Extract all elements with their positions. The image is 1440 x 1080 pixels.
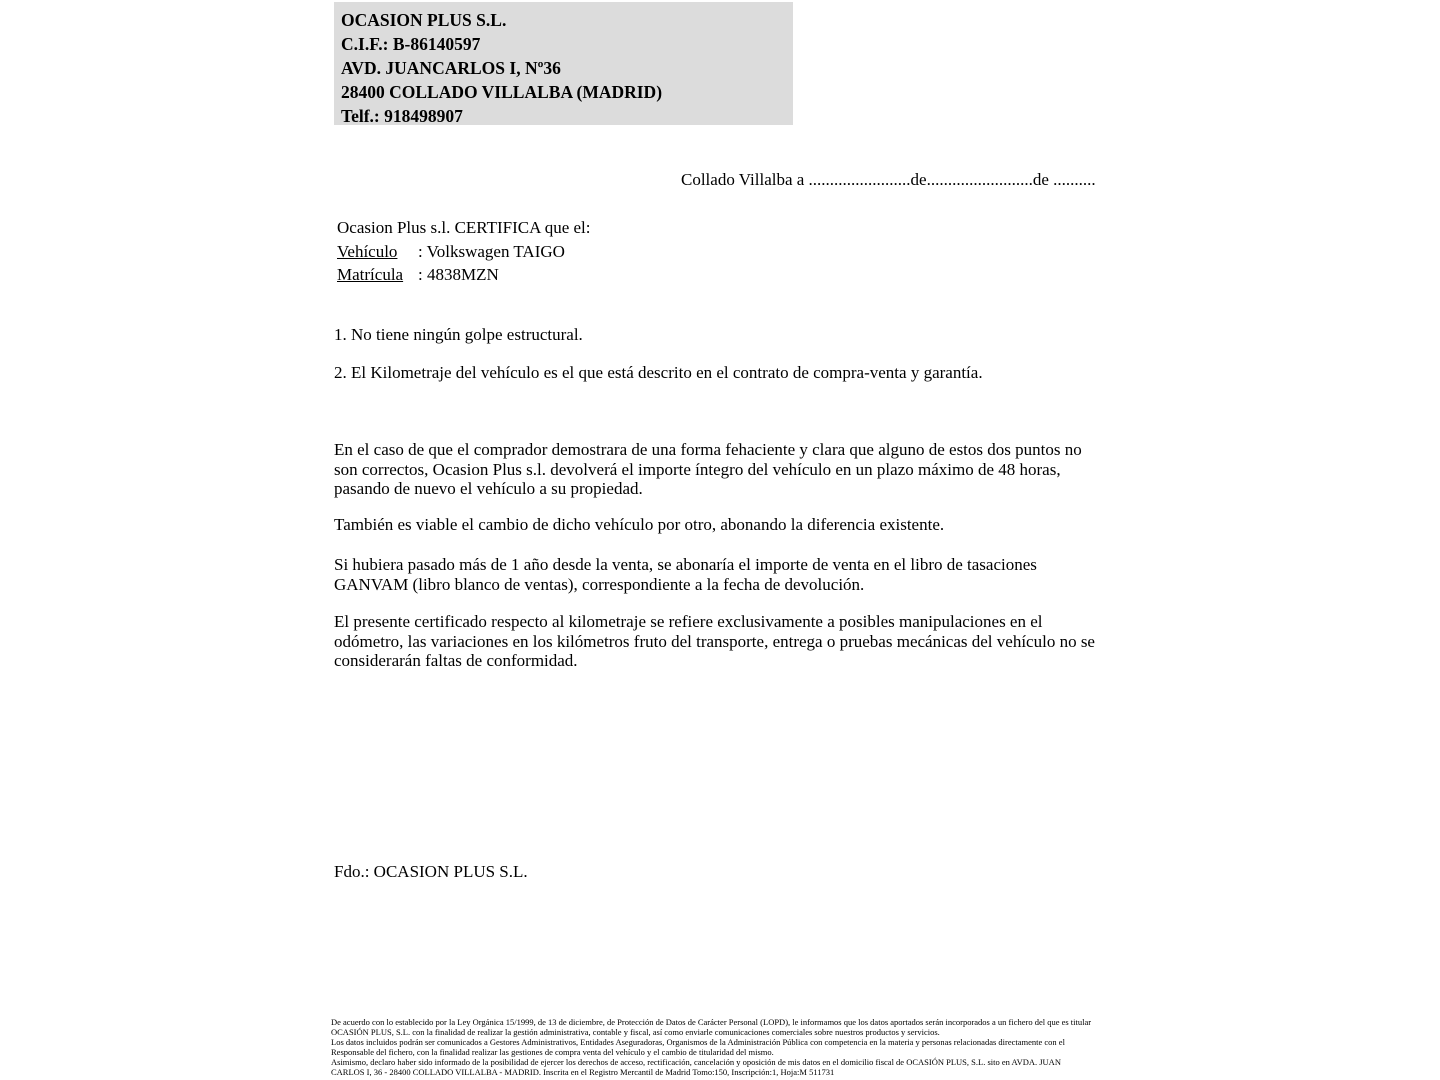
- plate-row: [337, 263, 591, 287]
- company-phone: Telf.: 918498907: [341, 106, 463, 126]
- legal-line: OCASIÓN PLUS, S.L. con la finalidad de realizar la gestión administrativa, contable y fiscal, así como enviarle comunicaciones comerciales sobre nuestros productos y servicios.: [331, 1026, 940, 1037]
- paragraph-odometer-disclaimer: El presente certificado respecto al kilometraje se refiere exclusivamente a posibles manipulaciones en el odómetro, las variaciones en los kilómetros fruto del transporte, entrega o pruebas mecánicas del vehículo no se considerarán faltas de conformidad.: [334, 612, 1095, 671]
- legal-line: Los datos incluidos podrán ser comunicados a Gestores Administrativos, Entidades Aseguradoras, Organismos de la Administración Pública con competencia en la materia y personas relacionadas directamente con el: [331, 1036, 1065, 1047]
- signature-line: Fdo.: OCASION PLUS S.L.: [334, 862, 528, 881]
- plate-label-cell: [337, 263, 418, 287]
- legal-line: Responsable del fichero, con la finalidad realizar las gestiones de compra venta del vehículo y el cambio de titularidad del mismo.: [331, 1046, 774, 1057]
- plate-label: Matrícula: [337, 265, 404, 284]
- company-name: OCASION PLUS S.L.: [341, 10, 507, 30]
- vehicle-label: Vehículo: [337, 241, 398, 261]
- plate-value: : 4838MZN: [418, 265, 499, 284]
- legal-line: Asimismo, declaro haber sido informado de la posibilidad de ejercer los derechos de acceso, rectificación, cancelación y oposición de mis datos en el domicilio fiscal de OCASIÓN PLUS, S.L. sito en AVDA. JUAN: [331, 1056, 1061, 1067]
- certificate-block: [337, 216, 591, 287]
- legal-line: De acuerdo con lo establecido por la Ley Orgánica 15/1999, de 13 de diciembre, de Protección de Datos de Carácter Personal (LOPD), le informamos que los datos aportados serán incorporados a un fichero del que es titular: [331, 1017, 1092, 1027]
- certify-point-2: 2. El Kilometraje del vehículo es el que está descrito en el contrato de compra-venta y garantía.: [334, 363, 983, 382]
- legal-line: CARLOS I, 36 - 28400 COLLADO VILLALBA - MADRID. Inscrita en el Registro Mercantil de Madrid Tomo:150, Inscripción:1, Hoja:M 511731: [331, 1066, 835, 1077]
- certify-point-1: 1. No tiene ningún golpe estructural.: [334, 325, 583, 344]
- vehicle-value: : Volkswagen TAIGO: [418, 241, 565, 261]
- paragraph-refund-terms: En el caso de que el comprador demostrara de una forma fehaciente y clara que alguno de estos dos puntos no son correctos, Ocasion Plus s.l. devolverá el importe íntegro del vehículo en un plazo máximo de 48 horas, pasando de nuevo el vehículo a su propiedad.: [334, 440, 1082, 499]
- company-cif: C.I.F.: B-86140597: [341, 34, 481, 54]
- date-line: Collado Villalba a ........................de.........................de ..........: [681, 170, 1096, 189]
- certify-intro: Ocasion Plus s.l. CERTIFICA que el:: [337, 218, 591, 237]
- paragraph-exchange-option: También es viable el cambio de dicho vehículo por otro, abonando la diferencia existente.: [334, 515, 945, 534]
- company-header-box: [334, 2, 793, 125]
- paragraph-ganvam: Si hubiera pasado más de 1 año desde la venta, se abonaría el importe de venta en el libro de tasaciones GANVAM (libro blanco de ventas), correspondiente a la fecha de devolución.: [334, 555, 1037, 594]
- legal-notice: [331, 1018, 1091, 1077]
- company-city: 28400 COLLADO VILLALBA (MADRID): [341, 82, 663, 102]
- vehicle-row: [337, 240, 591, 264]
- vehicle-label-cell: [337, 240, 418, 264]
- company-address: AVD. JUANCARLOS I, Nº36: [341, 58, 561, 78]
